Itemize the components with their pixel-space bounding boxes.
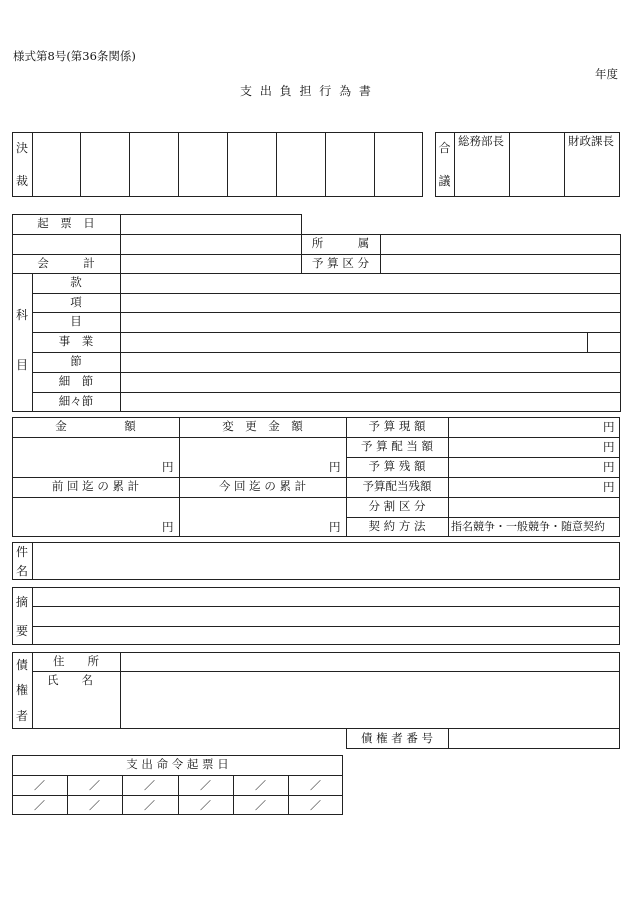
date-slash: ／ <box>34 778 45 792</box>
yosan-kubun-label: 予 算 区 分 <box>312 255 369 270</box>
page-title: 支 出 負 担 行 為 書 <box>240 84 373 98</box>
konkai-yen: 円 <box>329 520 341 534</box>
label-char: 権 <box>15 683 28 698</box>
zenkai-header: 前 回 迄 の 累 計 <box>51 479 140 494</box>
label-char: 裁 <box>15 173 28 188</box>
shozoku-label: 所 属 <box>311 236 370 251</box>
kessai-box <box>12 132 423 197</box>
yosan-haito-zan-label: 予算配当残額 <box>362 479 432 494</box>
kamoku-row-moku: 目 <box>70 314 82 329</box>
label-char: 決 <box>15 141 28 156</box>
keiyaku-value: 指名競争・一般競争・随意契約 <box>451 520 605 533</box>
label-char: 目 <box>15 358 28 372</box>
date-slash: ／ <box>200 778 211 792</box>
gogi-label <box>435 132 454 197</box>
tekiyo-box <box>12 587 620 645</box>
label-char: 摘 <box>15 594 28 609</box>
kaikei-label: 会 計 <box>37 255 95 270</box>
kamoku-row-ko: 項 <box>70 294 82 309</box>
tekiyo-label <box>12 587 32 645</box>
form-number: 様式第8号(第36条関係) <box>13 49 136 63</box>
date-slash: ／ <box>34 798 45 812</box>
yosan-haito-zan-yen: 円 <box>603 480 615 494</box>
date-slash: ／ <box>255 798 266 812</box>
keiyaku-label: 契 約 方 法 <box>368 519 426 534</box>
kamoku-row-jigyo: 事 業 <box>58 334 94 349</box>
yosan-gengaku-label: 予 算 現 額 <box>368 419 426 434</box>
jusho-label: 住 所 <box>53 653 99 668</box>
bunkatsu-label: 分 割 区 分 <box>368 499 426 514</box>
date-slash: ／ <box>144 798 155 812</box>
kessai-label <box>12 132 32 197</box>
date-slash: ／ <box>310 798 321 812</box>
kamoku-row-saisetsu: 細 節 <box>58 374 94 389</box>
henko-yen: 円 <box>329 460 341 474</box>
konkai-header: 今 回 迄 の 累 計 <box>218 479 307 494</box>
kingaku-header: 金 額 <box>55 419 136 434</box>
label-char: 名 <box>15 563 28 578</box>
kenmei-label <box>12 542 32 580</box>
date-slash: ／ <box>89 798 100 812</box>
label-char: 債 <box>15 657 28 672</box>
label-char: 科 <box>15 308 28 322</box>
kamoku-row-saisaisetsu: 細々節 <box>58 393 94 408</box>
date-slash: ／ <box>144 778 155 792</box>
yosan-haito-yen: 円 <box>603 440 615 454</box>
saikensha-bango-label: 債 権 者 番 号 <box>360 731 434 746</box>
zaisei-label: 財政課長 <box>568 134 614 148</box>
label-char: 者 <box>15 709 28 724</box>
zenkai-yen: 円 <box>162 520 174 534</box>
fiscal-year-label: 年度 <box>595 67 618 81</box>
date-slash: ／ <box>89 778 100 792</box>
henko-header: 変 更 金 額 <box>222 419 303 434</box>
date-slash: ／ <box>200 798 211 812</box>
label-char: 件 <box>15 544 28 559</box>
kingaku-yen: 円 <box>162 460 174 474</box>
kamoku-label <box>12 290 32 390</box>
shishutsu-title: 支 出 命 令 起 票 日 <box>126 757 229 772</box>
kamoku-row-kan: 款 <box>70 275 82 290</box>
shimei-label: 氏 名 <box>47 673 93 687</box>
kamoku-row-setsu: 節 <box>70 354 82 369</box>
kenmei-box <box>12 542 620 580</box>
yosan-haito-label: 予 算 配 当 額 <box>360 439 434 454</box>
somu-label: 総務部長 <box>458 134 504 148</box>
yosan-gengaku-yen: 円 <box>603 420 615 434</box>
yosan-zan-yen: 円 <box>603 460 615 474</box>
yosan-zan-label: 予 算 残 額 <box>368 459 426 474</box>
saikensha-label <box>12 652 32 729</box>
label-char: 合 <box>438 141 451 156</box>
kihyo-label: 起 票 日 <box>37 216 95 231</box>
date-slash: ／ <box>255 778 266 792</box>
date-slash: ／ <box>310 778 321 792</box>
label-char: 要 <box>15 623 28 638</box>
label-char: 議 <box>438 173 451 188</box>
